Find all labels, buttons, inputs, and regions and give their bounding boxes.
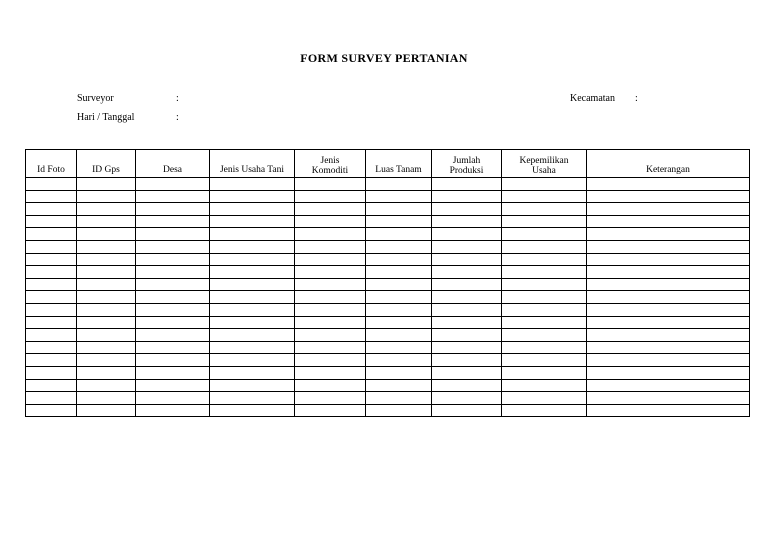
header-kepemilikan-usaha [502,150,587,178]
table-cell[interactable] [295,366,366,379]
table-cell[interactable] [295,291,366,304]
table-cell[interactable] [26,366,77,379]
table-cell[interactable] [295,392,366,405]
table-cell[interactable] [432,240,502,253]
table-cell[interactable] [26,291,77,304]
table-row [26,190,750,203]
header-label-line1: Jumlah [452,156,481,166]
table-cell[interactable] [295,266,366,279]
table-cell[interactable] [295,303,366,316]
table-row [26,329,750,342]
table-cell[interactable] [432,228,502,241]
table-cell[interactable] [587,266,750,279]
table-row [26,354,750,367]
table-cell[interactable] [295,341,366,354]
table-cell[interactable] [366,266,432,279]
table-cell[interactable] [136,178,210,191]
table-cell[interactable] [136,392,210,405]
header-id-gps [77,150,136,178]
table-cell[interactable] [432,379,502,392]
surveyor-colon: : [176,93,179,104]
table-cell[interactable] [366,278,432,291]
table-cell[interactable] [295,354,366,367]
header-jenis-komoditi [295,150,366,178]
table-row [26,266,750,279]
table-cell[interactable] [210,291,295,304]
table-cell[interactable] [366,240,432,253]
header-label-line2: Usaha [532,166,556,176]
table-cell[interactable] [136,278,210,291]
table-cell[interactable] [587,366,750,379]
table-cell[interactable] [432,278,502,291]
table-cell[interactable] [26,215,77,228]
header-label: Id Foto [37,165,65,175]
table-cell[interactable] [366,379,432,392]
header-jumlah-produksi [432,150,502,178]
table-row [26,203,750,216]
table-cell[interactable] [502,178,587,191]
table-cell[interactable] [77,190,136,203]
table-cell[interactable] [366,228,432,241]
header-desa [136,150,210,178]
table-cell[interactable] [587,316,750,329]
table-cell[interactable] [295,329,366,342]
table-cell[interactable] [502,341,587,354]
surveyor-label: Surveyor [77,93,114,104]
table-cell[interactable] [432,266,502,279]
header-label: Jenis Usaha Tani [219,165,285,175]
table-cell[interactable] [210,266,295,279]
table-cell[interactable] [210,240,295,253]
table-cell[interactable] [210,329,295,342]
table-cell[interactable] [26,379,77,392]
table-cell[interactable] [210,379,295,392]
table-cell[interactable] [26,190,77,203]
table-cell[interactable] [587,354,750,367]
table-cell[interactable] [502,392,587,405]
kecamatan-colon: : [635,93,638,104]
form-title: FORM SURVEY PERTANIAN [300,51,468,65]
table-row [26,240,750,253]
table-cell[interactable] [210,341,295,354]
table-cell[interactable] [587,178,750,191]
table-cell[interactable] [587,379,750,392]
table-cell[interactable] [210,392,295,405]
table-cell[interactable] [210,190,295,203]
table-cell[interactable] [136,329,210,342]
table-row [26,228,750,241]
table-cell[interactable] [295,404,366,417]
table-cell[interactable] [587,278,750,291]
table-cell[interactable] [366,341,432,354]
table-row [26,278,750,291]
table-cell[interactable] [77,404,136,417]
table-cell[interactable] [26,253,77,266]
table-row [26,178,750,191]
table-cell[interactable] [26,266,77,279]
table-cell[interactable] [210,366,295,379]
header-label-line2: Produksi [449,166,484,176]
table-cell[interactable] [366,303,432,316]
table-row [26,366,750,379]
table-cell[interactable] [136,228,210,241]
table-cell[interactable] [366,291,432,304]
table-cell[interactable] [295,240,366,253]
table-cell[interactable] [136,190,210,203]
table-cell[interactable] [26,329,77,342]
table-cell[interactable] [295,215,366,228]
table-row [26,316,750,329]
header-keterangan [587,150,750,178]
table-cell[interactable] [136,366,210,379]
table-cell[interactable] [587,228,750,241]
table-cell[interactable] [587,203,750,216]
table-cell[interactable] [26,228,77,241]
table-cell[interactable] [295,190,366,203]
table-cell[interactable] [210,203,295,216]
table-cell[interactable] [432,303,502,316]
table-cell[interactable] [136,291,210,304]
table-cell[interactable] [136,404,210,417]
header-label-line2: Komoditi [311,166,349,176]
kecamatan-label: Kecamatan [570,93,615,104]
table-cell[interactable] [587,329,750,342]
table-cell[interactable] [210,278,295,291]
table-cell[interactable] [26,404,77,417]
table-cell[interactable] [432,354,502,367]
header-label-line1: Kepemilikan [519,156,569,166]
table-row [26,379,750,392]
table-cell[interactable] [502,253,587,266]
table-cell[interactable] [587,240,750,253]
table-cell[interactable] [366,215,432,228]
table-cell[interactable] [77,291,136,304]
table-cell[interactable] [502,354,587,367]
table-cell[interactable] [210,404,295,417]
table-cell[interactable] [587,190,750,203]
table-cell[interactable] [432,392,502,405]
table-cell[interactable] [77,329,136,342]
table-row [26,341,750,354]
table-cell[interactable] [136,253,210,266]
table-cell[interactable] [26,392,77,405]
table-cell[interactable] [136,379,210,392]
table-cell[interactable] [587,392,750,405]
table-cell[interactable] [210,303,295,316]
table-header-row [26,150,750,178]
table-cell[interactable] [77,266,136,279]
table-cell[interactable] [210,215,295,228]
hari-tanggal-colon: : [176,112,179,123]
survey-table [25,149,750,417]
table-row [26,392,750,405]
table-cell[interactable] [366,316,432,329]
table-cell[interactable] [136,316,210,329]
table-cell[interactable] [26,354,77,367]
table-cell[interactable] [432,366,502,379]
table-cell[interactable] [502,266,587,279]
table-cell[interactable] [366,253,432,266]
table-cell[interactable] [136,215,210,228]
table-cell[interactable] [432,203,502,216]
table-cell[interactable] [77,303,136,316]
table-cell[interactable] [295,316,366,329]
table-cell[interactable] [366,329,432,342]
table-cell[interactable] [210,178,295,191]
table-cell[interactable] [502,228,587,241]
table-cell[interactable] [432,253,502,266]
table-row [26,303,750,316]
table-cell[interactable] [77,253,136,266]
header-id-foto [26,150,77,178]
table-cell[interactable] [77,228,136,241]
header-label-line1: Jenis [320,156,340,166]
table-cell[interactable] [502,316,587,329]
header-jenis-usaha-tani [210,150,295,178]
table-cell[interactable] [210,316,295,329]
table-cell[interactable] [26,316,77,329]
table-cell[interactable] [587,303,750,316]
table-cell[interactable] [587,404,750,417]
table-cell[interactable] [26,240,77,253]
table-cell[interactable] [210,253,295,266]
table-row [26,291,750,304]
table-cell[interactable] [502,190,587,203]
table-cell[interactable] [366,392,432,405]
table-cell[interactable] [432,178,502,191]
header-luas-tanam [366,150,432,178]
header-label: Keterangan [646,165,690,175]
table-cell[interactable] [77,366,136,379]
table-cell[interactable] [502,240,587,253]
table-cell[interactable] [26,278,77,291]
table-cell[interactable] [502,303,587,316]
table-cell[interactable] [77,203,136,216]
table-cell[interactable] [432,291,502,304]
table-cell[interactable] [210,354,295,367]
table-cell[interactable] [432,316,502,329]
header-label: ID Gps [92,165,120,175]
table-cell[interactable] [77,379,136,392]
table-cell[interactable] [366,203,432,216]
table-cell[interactable] [366,190,432,203]
table-cell[interactable] [136,240,210,253]
table-cell[interactable] [77,240,136,253]
table-cell[interactable] [587,291,750,304]
hari-tanggal-label: Hari / Tanggal [77,112,135,123]
table-cell[interactable] [366,178,432,191]
table-cell[interactable] [26,178,77,191]
table-row [26,404,750,417]
table-cell[interactable] [432,404,502,417]
table-cell[interactable] [502,379,587,392]
table-cell[interactable] [77,392,136,405]
table-cell[interactable] [502,203,587,216]
table-cell[interactable] [210,228,295,241]
table-cell[interactable] [366,404,432,417]
table-cell[interactable] [432,329,502,342]
table-cell[interactable] [77,278,136,291]
table-cell[interactable] [502,278,587,291]
header-label: Luas Tanam [375,165,422,175]
table-cell[interactable] [295,203,366,216]
table-cell[interactable] [366,354,432,367]
table-cell[interactable] [587,253,750,266]
table-cell[interactable] [587,341,750,354]
table-cell[interactable] [295,228,366,241]
table-cell[interactable] [432,190,502,203]
table-cell[interactable] [432,341,502,354]
table-cell[interactable] [502,291,587,304]
header-label: Desa [163,165,182,175]
table-row [26,253,750,266]
table-cell[interactable] [77,178,136,191]
table-cell[interactable] [295,253,366,266]
table-cell[interactable] [136,203,210,216]
table-cell[interactable] [77,341,136,354]
table-cell[interactable] [136,341,210,354]
table-cell[interactable] [587,215,750,228]
table-cell[interactable] [136,266,210,279]
table-cell[interactable] [502,215,587,228]
table-cell[interactable] [502,404,587,417]
table-cell[interactable] [136,354,210,367]
table-row [26,215,750,228]
table-cell[interactable] [26,341,77,354]
table-cell[interactable] [295,178,366,191]
table-cell[interactable] [295,278,366,291]
table-cell[interactable] [26,203,77,216]
table-cell[interactable] [502,329,587,342]
table-cell[interactable] [432,215,502,228]
table-cell[interactable] [77,354,136,367]
table-cell[interactable] [26,303,77,316]
table-body [26,178,750,417]
table-cell[interactable] [77,316,136,329]
table-cell[interactable] [295,379,366,392]
table-cell[interactable] [77,215,136,228]
table-cell[interactable] [502,366,587,379]
table-cell[interactable] [136,303,210,316]
table-cell[interactable] [366,366,432,379]
